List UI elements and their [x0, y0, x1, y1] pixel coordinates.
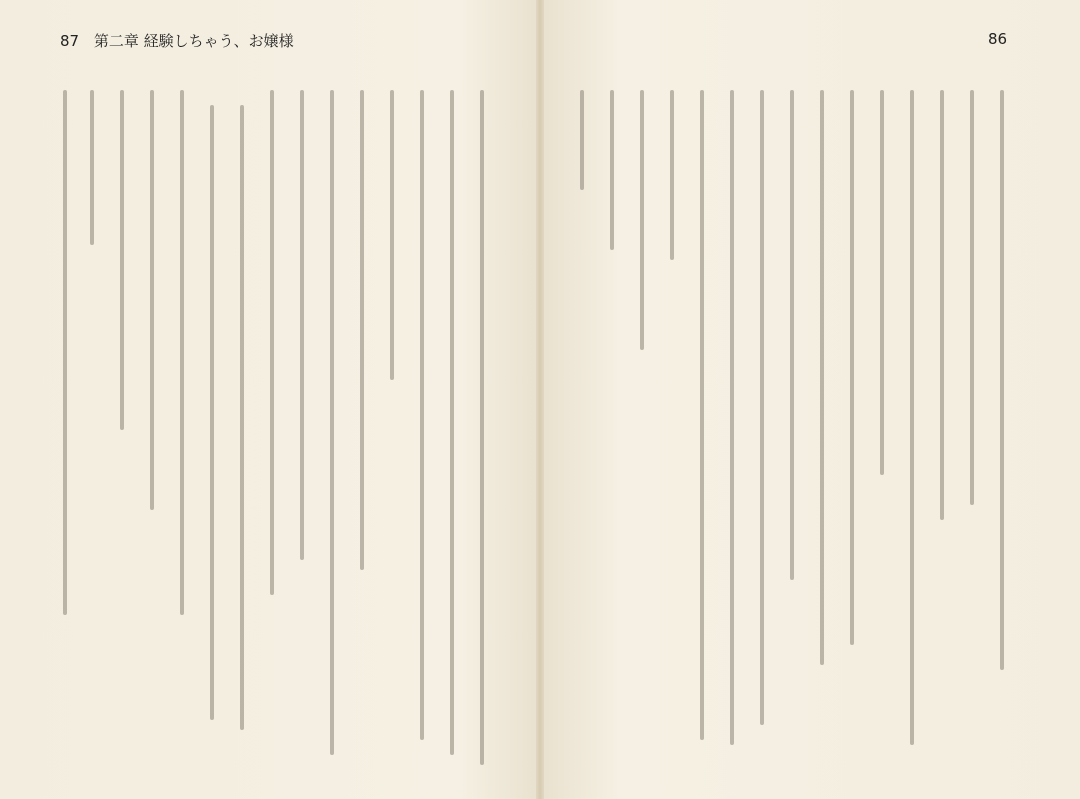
text-column-placeholder	[850, 90, 854, 645]
text-column-placeholder	[240, 105, 244, 730]
text-column-placeholder	[270, 90, 274, 595]
text-column-placeholder	[580, 90, 584, 190]
text-column-placeholder	[760, 90, 764, 725]
text-column-placeholder	[480, 90, 484, 765]
text-column-placeholder	[450, 90, 454, 755]
text-column-placeholder	[880, 90, 884, 475]
text-column-placeholder	[730, 90, 734, 745]
book-gutter	[536, 0, 544, 799]
text-column-placeholder	[390, 90, 394, 380]
text-column-placeholder	[910, 90, 914, 745]
text-column-placeholder	[150, 90, 154, 510]
text-column-placeholder	[790, 90, 794, 580]
text-column-placeholder	[1000, 90, 1004, 670]
text-column-placeholder	[210, 105, 214, 720]
left-page-number: 87	[60, 32, 80, 50]
text-column-placeholder	[63, 90, 67, 615]
right-page	[540, 0, 1080, 799]
text-column-placeholder	[940, 90, 944, 520]
text-column-placeholder	[610, 90, 614, 250]
text-column-placeholder	[360, 90, 364, 570]
left-header	[60, 30, 294, 51]
text-column-placeholder	[700, 90, 704, 740]
text-column-placeholder	[300, 90, 304, 560]
text-column-placeholder	[670, 90, 674, 260]
right-page-number: 86	[988, 30, 1008, 48]
text-column-placeholder	[180, 90, 184, 615]
text-column-placeholder	[820, 90, 824, 665]
text-column-placeholder	[120, 90, 124, 430]
running-head: 第二章 経験しちゃう、お嬢様	[93, 32, 294, 50]
text-column-placeholder	[640, 90, 644, 350]
text-column-placeholder	[90, 90, 94, 245]
text-column-placeholder	[330, 90, 334, 755]
text-column-placeholder	[970, 90, 974, 505]
text-column-placeholder	[420, 90, 424, 740]
